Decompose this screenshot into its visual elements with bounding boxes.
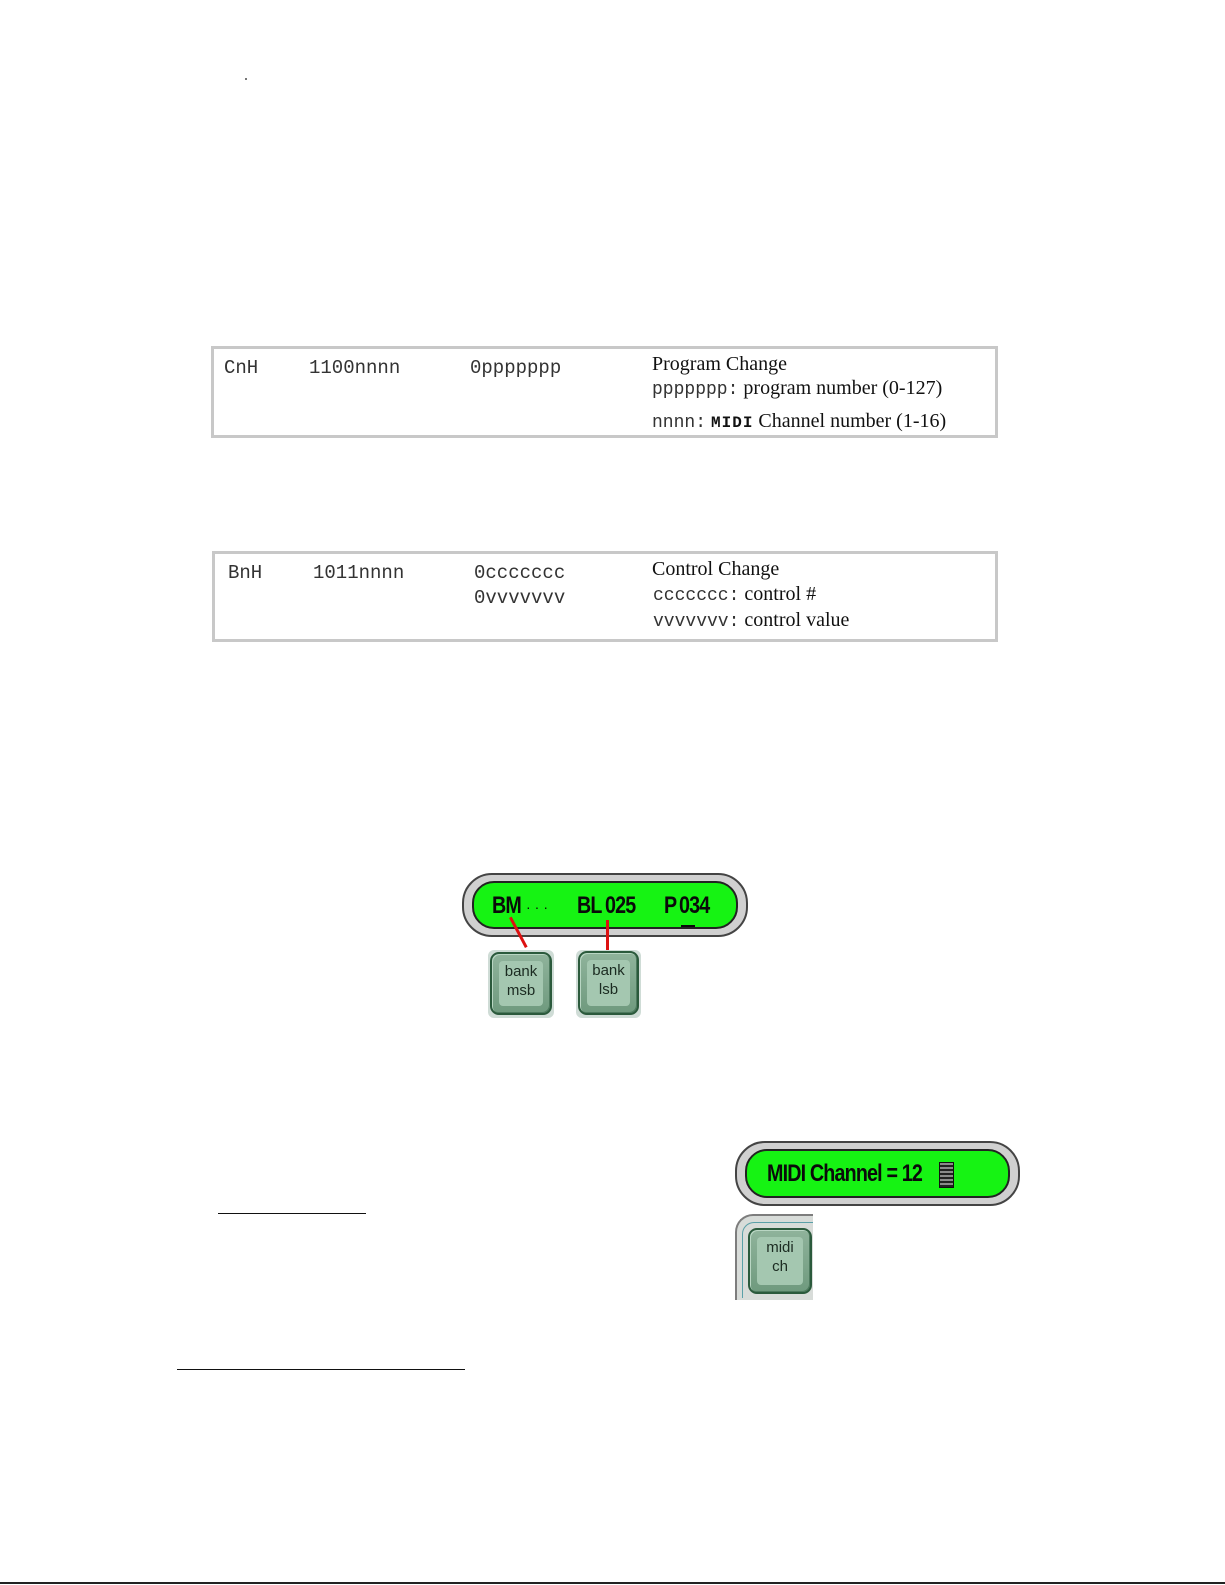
lsb-connector-line (606, 920, 609, 950)
cc-desc-line-1 (653, 583, 816, 606)
midi-channel-lcd-screen (745, 1149, 1010, 1198)
pc-desc-line-2 (652, 410, 946, 433)
program-change-spec-box (211, 346, 998, 438)
bank-program-lcd (462, 873, 748, 937)
lcd-bl-value: 025 (605, 892, 636, 919)
footnote-separator (177, 1369, 465, 1370)
midi-ch-label-1: midi (766, 1239, 794, 1256)
lcd-bm-dots: ··· (526, 899, 552, 915)
control-change-spec-box (212, 551, 998, 642)
lcd-midi-channel-text: MIDI Channel = 12 (767, 1160, 923, 1187)
midi-channel-lcd (735, 1141, 1020, 1206)
midi-ch-label-2: ch (772, 1258, 788, 1275)
cc-line2-code: vvvvvvv: (653, 612, 740, 632)
bank-lsb-face (587, 960, 630, 1006)
bank-lsb-label-2: lsb (598, 981, 619, 998)
pc-line1-code: ppppppp: (652, 380, 739, 400)
pc-line2-code: nnnn: (652, 413, 707, 433)
cc-status-byte: BnH (228, 562, 263, 584)
lcd-bl-label: BL (577, 892, 602, 919)
lcd-bm-label: BM (492, 892, 521, 919)
midi-ch-face (757, 1237, 803, 1285)
bank-lsb-label-1: bank (592, 962, 625, 979)
pc-line1-text: program number (0-127) (743, 377, 943, 399)
pc-binary: 1100nnnn (309, 357, 401, 379)
bank-msb-face (499, 961, 543, 1006)
cc-line2-text: control value (744, 609, 850, 631)
pc-line2-text: Channel number (1-16) (758, 410, 947, 432)
cc-desc-line-2 (653, 609, 849, 632)
bank-msb-label-2: msb (506, 982, 536, 999)
pc-status-byte: CnH (224, 357, 259, 379)
midi-ch-button[interactable] (748, 1228, 812, 1294)
bank-lsb-button[interactable] (578, 951, 639, 1015)
lcd-edit-cursor (681, 925, 695, 927)
lcd-p-label: P (664, 892, 677, 919)
cc-line1-code: ccccccc: (653, 586, 740, 606)
pc-line2-bold: MIDI (711, 414, 754, 432)
page-bottom-rule (0, 1582, 1225, 1584)
cc-data-byte-1: 0ccccccc (474, 562, 566, 584)
cc-binary: 1011nnnn (313, 562, 405, 584)
underline-rule (218, 1213, 366, 1214)
bank-msb-button[interactable] (490, 952, 552, 1015)
pc-data-byte: 0ppppppp (470, 357, 562, 379)
pc-desc-line-1 (652, 377, 942, 400)
block-cursor-icon (939, 1162, 954, 1188)
cc-data-byte-2: 0vvvvvvv (474, 587, 566, 609)
cc-line1-text: control # (744, 583, 817, 605)
stray-mark (245, 78, 247, 80)
lcd-p-value: 034 (679, 892, 710, 919)
cc-title: Control Change (652, 558, 780, 580)
bank-msb-label-1: bank (504, 963, 538, 980)
pc-title: Program Change (652, 353, 787, 375)
